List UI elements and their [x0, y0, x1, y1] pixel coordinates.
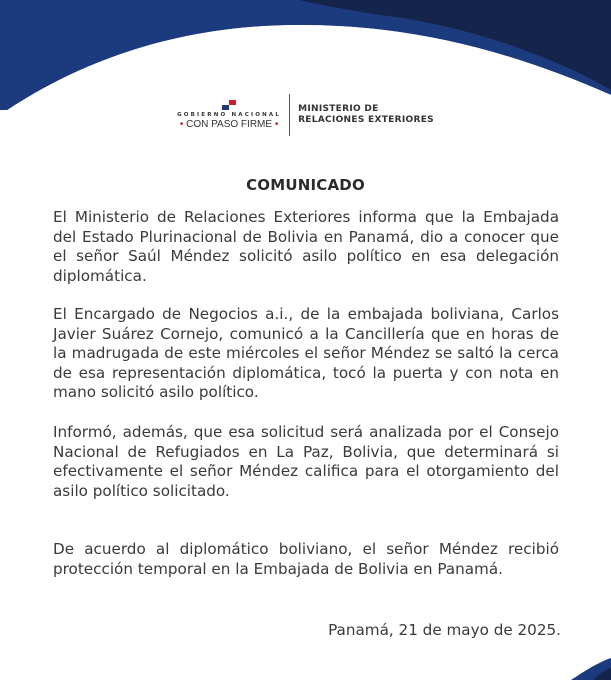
slogan: • CON PASO FIRME • [179, 119, 279, 130]
footer-wave-decoration [531, 650, 611, 680]
paragraph-1: El Ministerio de Relaciones Exteriores informa que la Embajada del Estado Plurinacional de Bolivia en Panamá, dio a conocer que el señor Saúl Méndez solicitó asilo político en esa delegación diplomática. [53, 208, 559, 285]
gobierno-nacional-label: GOBIERNO NACIONAL [177, 112, 282, 118]
ministry-name: MINISTERIO DE RELACIONES EXTERIORES [298, 104, 434, 125]
government-logo [177, 100, 281, 130]
logo-divider [289, 94, 290, 136]
paragraph-2: El Encargado de Negocios a.i., de la embajada boliviana, Carlos Javier Suárez Cornejo, comunicó a la Cancillería que en horas de la madrugada de este miércoles el señor Méndez se saltó la cerca de esa representación diplomática, tocó la puerta y con nota en mano solicitó asilo político. [53, 305, 559, 401]
paragraph-3: Informó, además, que esa solicitud será analizada por el Consejo Nacional de Refugiados en La Paz, Bolivia, que determinará si efectivamente el señor Méndez califica para el otorgamiento del asilo político solicitado. [53, 423, 559, 500]
panama-flag-icon [222, 100, 236, 110]
ministry-logo [0, 94, 611, 136]
dateline: Panamá, 21 de mayo de 2025. [328, 621, 561, 639]
document-title: COMUNICADO [246, 176, 365, 194]
paragraph-4: De acuerdo al diplomático boliviano, el señor Méndez recibió protección temporal en la Embajada de Bolivia en Panamá. [53, 540, 559, 578]
